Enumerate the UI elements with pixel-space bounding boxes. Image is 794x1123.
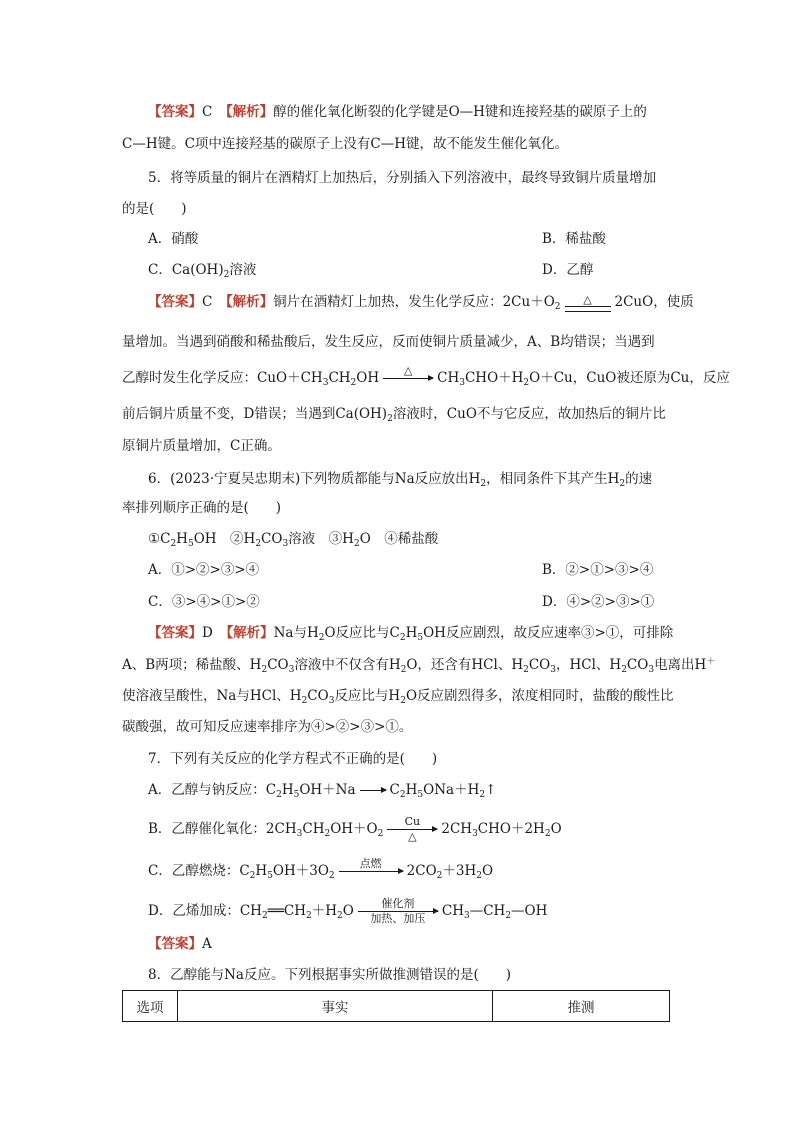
equation-equal-sign: △ [565, 294, 611, 312]
q7-answer: 【答案】A [148, 936, 212, 952]
q5-options-row1 [148, 229, 648, 249]
q6-analysis-line2: A、B两项；稀盐酸、$H_2CO_3$溶液中不仅含有$H_2O$，还含有HCl、$H_2CO_3$，HCl、$H_2CO_3$电离出H＋ [122, 657, 716, 675]
q6-option-c: C．③>④>①>② [148, 594, 260, 610]
table-header-cell: 推测 [493, 991, 670, 1022]
q6-options-row2 [148, 592, 655, 612]
q5-option-d: D．乙醇 [542, 262, 594, 278]
q5-answer-line1: 【答案】C 【解析】铜片在酒精灯上加热，发生化学反应：$2Cu+O_2$ △ 2CuO，使质 [148, 292, 694, 312]
q6-stem-line2: 率排列顺序正确的是( ) [122, 500, 282, 516]
q5-option-c: C．$Ca(OH)_2$溶液 [148, 262, 257, 280]
reaction-arrow: Cu △ [387, 816, 437, 843]
q5-option-b: B．稀盐酸 [542, 231, 606, 247]
q6-analysis-line3: 使溶液呈酸性，Na与HCl、$H_2CO_3$反应比与$H_2O$反应剧烈得多，浓度相同时，盐酸的酸性比 [122, 688, 674, 706]
q5-analysis-line4: 前后铜片质量不变，D错误；当遇到$Ca(OH)_2$溶液时，CuO不与它反应，故加热后的铜片比 [122, 406, 666, 424]
q7-stem: 7．下列有关反应的化学方程式不正确的是( ) [148, 751, 438, 767]
q5-stem-line1: 5．将等质量的铜片在酒精灯上加热后，分别插入下列溶液中，最终导致铜片质量增加 [148, 170, 657, 186]
table-header-row [123, 991, 670, 1022]
q6-option-d: D．④>②>③>① [542, 594, 655, 610]
q6-option-a: A．①>②>③>④ [148, 562, 260, 578]
q6-analysis-line4: 碳酸强，故可知反应速率排序为④>②>③>①。 [122, 719, 413, 735]
q6-options-row1 [148, 560, 654, 580]
q5-options-row2 [148, 260, 648, 280]
q5-stem-line2: 的是( ) [122, 201, 187, 217]
reaction-arrow: 催化剂 加热、加压 [358, 898, 438, 925]
q7-option-a: A．乙醇与钠反应：$C_2H_5OH+Na$ $C_2H_5ONa+H_2↑$ [148, 782, 497, 800]
table-header-cell: 选项 [123, 991, 178, 1022]
q7-option-d: D．乙烯加成：$CH_2══CH_2+H_2O$ 催化剂 加热、加压 $CH_3—CH_2—OH$ [148, 897, 548, 925]
reaction-arrow: △ [383, 365, 433, 392]
q8-table [122, 990, 670, 1022]
q6-answer-line1: 【答案】D 【解析】Na与$H_2O$反应比与$C_2H_5OH$反应剧烈，故反应速率③>①，可排除 [148, 625, 674, 643]
q6-option-b: B．②>①>③>④ [542, 562, 654, 578]
reaction-arrow [360, 789, 386, 792]
q6-stem-line1: 6．(2023·宁夏吴忠期末)下列物质都能与Na反应放出$H_2$，相同条件下其产生$H_2$的速 [148, 471, 653, 489]
q5-analysis-line3: 乙醇时发生化学反应：$CuO+CH_3CH_2OH$ △ $CH_3CHO+H_2O+Cu$，CuO被还原为Cu，反应 [122, 365, 730, 392]
q7-option-c: C．乙醇燃烧：$C_2H_5OH+3O_2$ 点燃 $2CO_2+3H_2O$ [148, 858, 493, 885]
q6-items: $①C_2H_5OH$ $②H_2CO_3$溶液 $③H_2O$ ④稀盐酸 [148, 531, 439, 549]
reaction-arrow: 点燃 [339, 858, 403, 885]
q5-analysis-line2: 量增加。当遇到硝酸和稀盐酸后，发生反应，反而使铜片质量减少，A、B均错误；当遇到 [122, 334, 655, 350]
q5-analysis-line5: 原铜片质量增加，C正确。 [122, 438, 281, 454]
q4-analysis-line2: C—H键。C项中连接羟基的碳原子上没有C—H键，故不能发生催化氧化。 [122, 136, 569, 152]
analysis-label: 【解析】 [225, 104, 274, 120]
q4-answer-line1: 【答案】C 【解析】醇的催化氧化断裂的化学键是O—H键和连接羟基的碳原子上的 [148, 104, 647, 120]
q8-stem: 8．乙醇能与Na反应。下列根据事实所做推测错误的是( ) [148, 967, 511, 983]
q7-option-b: B．乙醇催化氧化：$2CH_3CH_2OH+O_2$ Cu △ $2CH_3CHO+2H_2O$ [148, 815, 562, 843]
table-header-cell: 事实 [178, 991, 493, 1022]
q5-option-a: A．硝酸 [148, 231, 199, 247]
answer-label: 【答案】 [148, 104, 202, 120]
